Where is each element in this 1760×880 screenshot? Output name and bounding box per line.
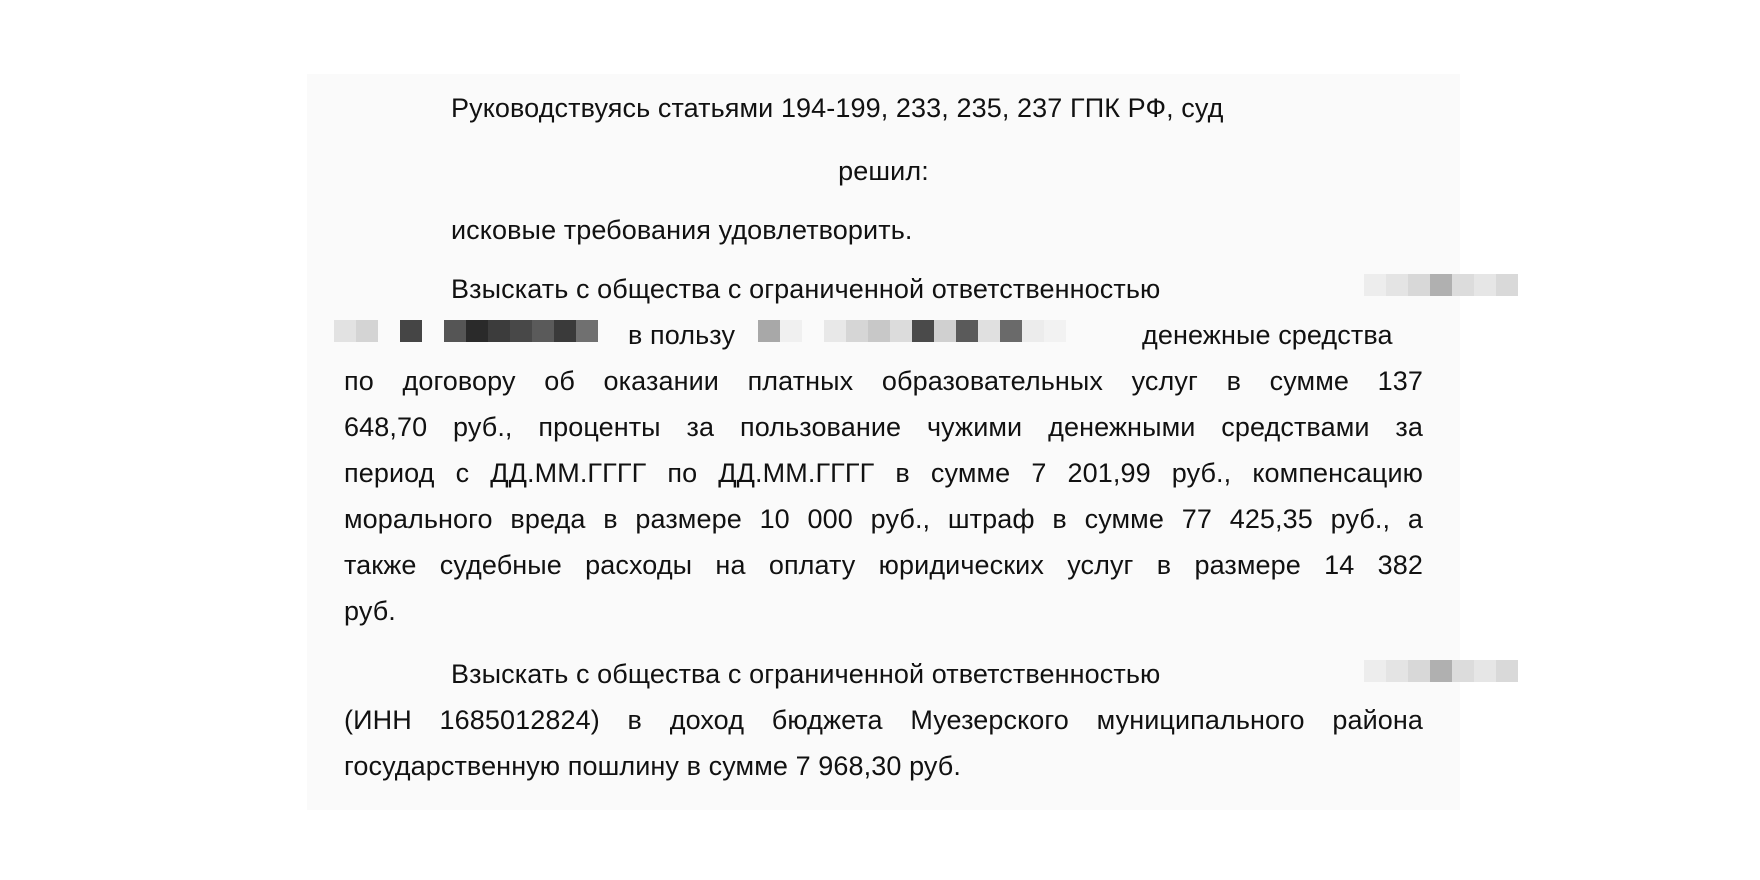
decision-heading: решил: xyxy=(838,156,929,186)
recovery-paragraph-1-line-7: также судебные расходы на оплату юридических услуг в размере 14 382 xyxy=(344,550,1423,580)
recovery-paragraph-1-line-4: 648,70 руб., проценты за пользование чужими денежными средствами за xyxy=(344,412,1423,442)
redacted-company-name-continued xyxy=(334,320,598,342)
funds-text: денежные средства xyxy=(1142,320,1393,350)
recovery-paragraph-1-line-3: по договору об оказании платных образовательных услуг в сумме 137 xyxy=(344,366,1423,396)
document-page xyxy=(307,74,1460,810)
redacted-company-name xyxy=(1364,274,1518,296)
recovery-paragraph-1-line-5: период с ДД.ММ.ГГГГ по ДД.ММ.ГГГГ в сумме 7 201,99 руб., компенсацию xyxy=(344,458,1423,488)
recovery-paragraph-2-line-3: государственную пошлину в сумме 7 968,30 руб. xyxy=(344,751,961,781)
recovery-paragraph-1-line-6: морального вреда в размере 10 000 руб., штраф в сумме 77 425,35 руб., а xyxy=(344,504,1423,534)
claims-satisfied-line: исковые требования удовлетворить. xyxy=(451,215,913,245)
in-favor-of-text: в пользу xyxy=(628,320,736,350)
recovery-paragraph-2-line-1: Взыскать с общества с ограниченной ответственностью xyxy=(451,659,1161,689)
legal-basis-line: Руководствуясь статьями 194-199, 233, 235, 237 ГПК РФ, суд xyxy=(451,93,1224,123)
recovery-paragraph-1-line-1: Взыскать с общества с ограниченной ответственностью xyxy=(451,274,1161,304)
recovery-paragraph-1-line-8: руб. xyxy=(344,596,396,626)
recovery-paragraph-2-line-2: (ИНН 1685012824) в доход бюджета Муезерского муниципального района xyxy=(344,705,1423,735)
redacted-plaintiff-name xyxy=(758,320,1066,342)
redacted-company-name-2 xyxy=(1364,660,1518,682)
